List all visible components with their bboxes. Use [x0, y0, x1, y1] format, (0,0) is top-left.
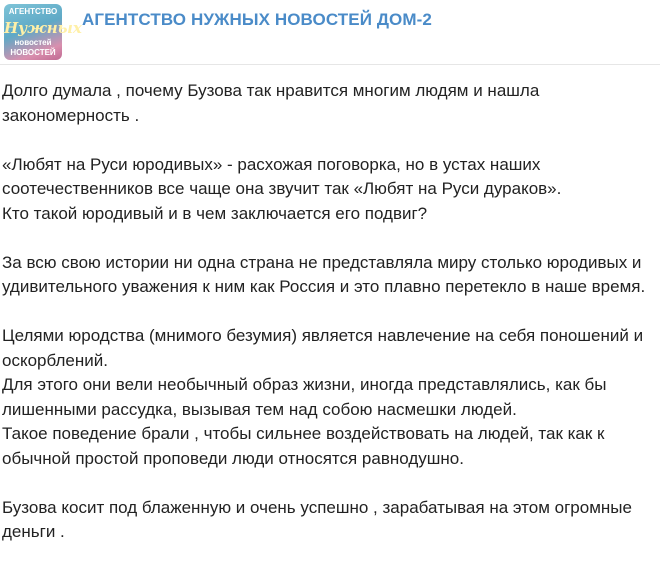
post-text-line: Кто такой юродивый и в чем заключается его подвиг?: [2, 203, 428, 223]
post-text-line: оскорблений.: [2, 350, 108, 370]
post-paragraph: [2, 324, 654, 471]
post-paragraph: [2, 251, 654, 300]
post-paragraph: [2, 153, 654, 227]
post-text-line: соотечественников все чаще она звучит так «Любят на Руси дураков».: [2, 179, 562, 198]
channel-avatar[interactable]: [4, 4, 82, 60]
post-text-line: Бузова косит под блаженную и очень успешно , зарабатывая на этом огромные: [2, 497, 632, 517]
post-text-line: Такое поведение брали , чтобы сильнее воздействовать на людей, так как к: [2, 424, 605, 443]
avatar-text-line: Нужных: [4, 19, 82, 37]
avatar-text-line: НОВОСТЕЙ: [10, 48, 56, 57]
post-text-line: деньги .: [2, 522, 65, 541]
post-paragraph: [2, 79, 654, 128]
post-text-line: обычной простой проповеди люди относятся равнодушно.: [2, 448, 464, 468]
post-text-line: «Любят на Руси юродивых» - расхожая поговорка, но в устах наших: [2, 154, 541, 174]
channel-header: [0, 0, 660, 62]
post-body: [2, 79, 654, 569]
post-paragraph: [2, 496, 654, 545]
post-text-line: Целями юродства (мнимого безумия) является навлечение на себя поношений и: [2, 326, 644, 345]
post-text-line: Долго думала , почему Бузова так нравится многим людям и нашла: [2, 81, 540, 100]
post-text-line: удивительного уважения к ним как Россия и это плавно перетекло в наше время.: [2, 277, 646, 296]
post-text-line: Для этого они вели необычный образ жизни, иногда представлялись, как бы: [2, 375, 607, 394]
channel-title[interactable]: АГЕНТСТВО НУЖНЫХ НОВОСТЕЙ ДОМ-2: [82, 10, 432, 29]
header-divider: [0, 64, 660, 65]
post-text-line: закономерность .: [2, 105, 140, 125]
post-text-line: За всю свою истории ни одна страна не представляла миру столько юродивых и: [2, 252, 642, 272]
avatar-text-line: АГЕНТСТВО: [8, 7, 58, 16]
post-text-line: лишенными рассудка, вызывая тем над собою насмешки людей.: [2, 399, 517, 419]
avatar-text-line: новостей: [14, 38, 52, 47]
